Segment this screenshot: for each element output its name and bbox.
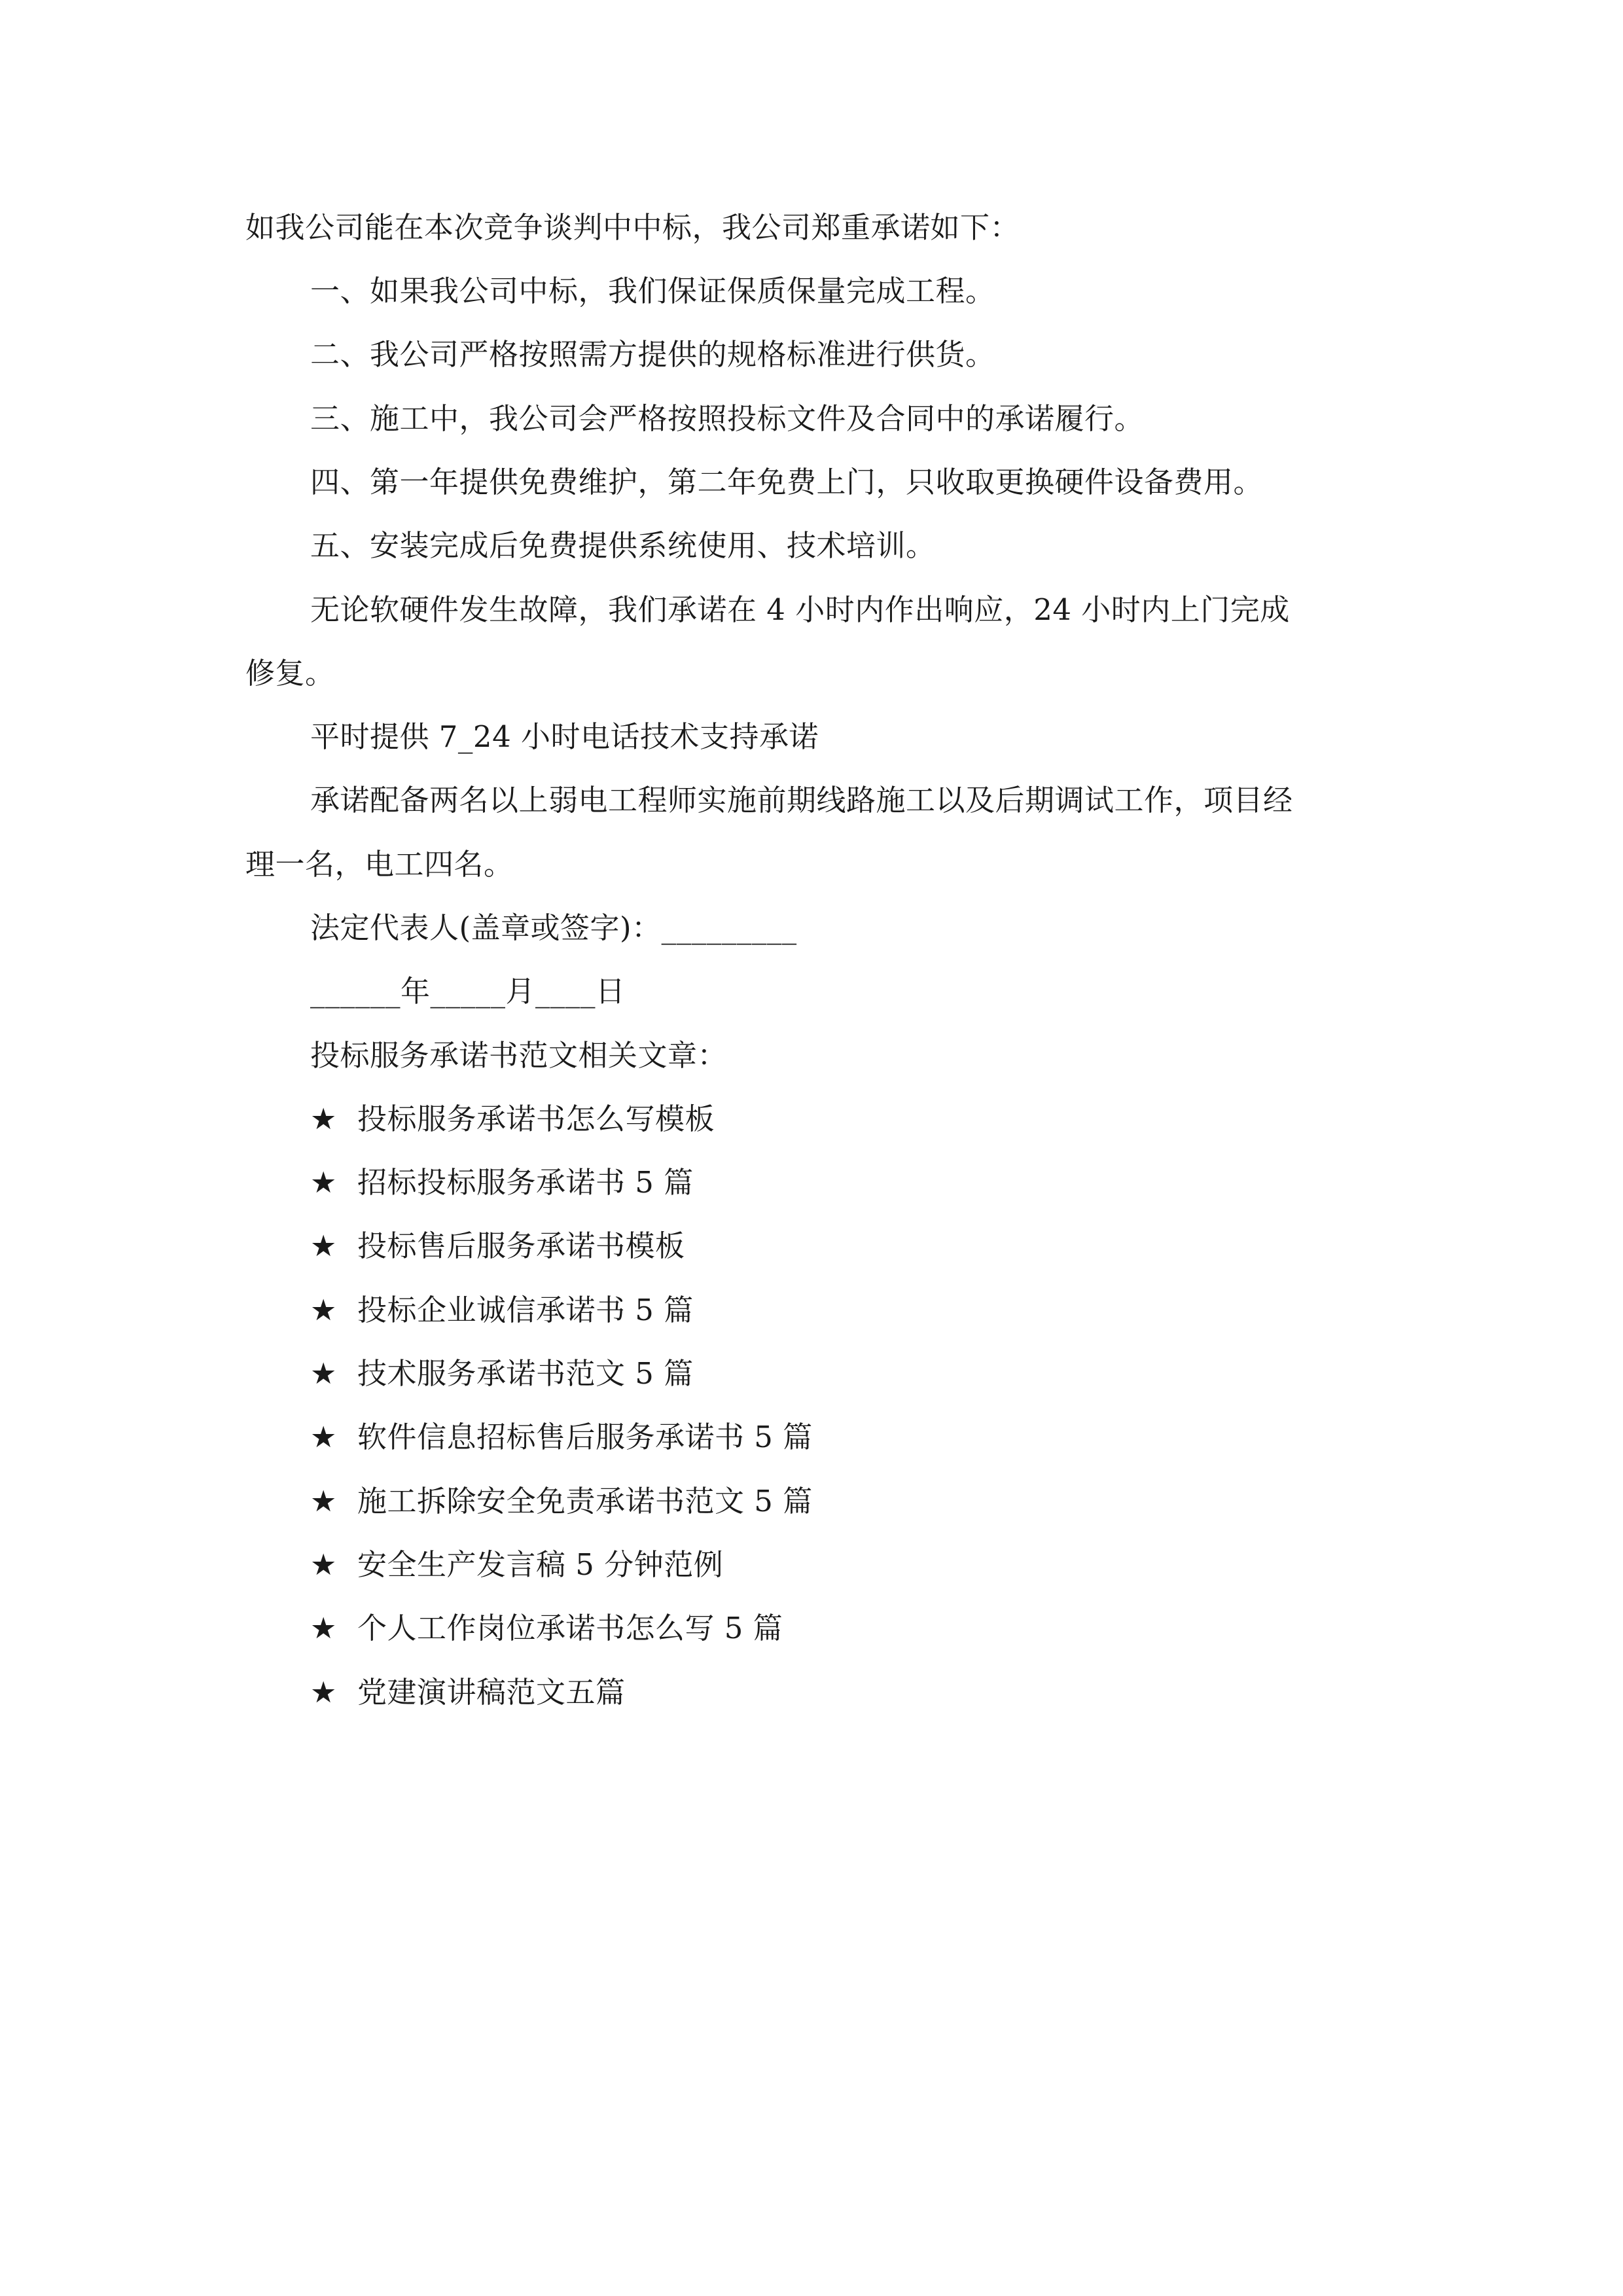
related-article-link[interactable]: 投标售后服务承诺书模板	[357, 1229, 685, 1263]
star-icon: ★	[310, 1484, 337, 1518]
list-item	[310, 1354, 694, 1393]
star-icon: ★	[310, 1675, 337, 1710]
promise-5: 五、安装完成后免费提供系统使用、技术培训。	[310, 528, 936, 563]
related-article-link[interactable]: 投标企业诚信承诺书 5 篇	[357, 1293, 694, 1327]
staffing-text-line2: 理一名，电工四名。	[245, 847, 514, 882]
promise-2: 二、我公司严格按照需方提供的规格标准进行供货。	[310, 337, 995, 372]
list-item	[310, 1418, 813, 1457]
related-article-link[interactable]: 投标服务承诺书怎么写模板	[357, 1102, 715, 1136]
response-text-line1: 无论软硬件发生故障，我们承诺在 4 小时内作出响应，24 小时内上门完成	[310, 592, 1290, 627]
promise-3: 三、施工中，我公司会严格按照投标文件及合同中的承诺履行。	[310, 401, 1145, 436]
list-item	[310, 1100, 715, 1139]
date-line: ______年_____月____日	[310, 974, 626, 1009]
star-icon: ★	[310, 1420, 337, 1454]
list-item	[310, 1291, 694, 1330]
related-article-link[interactable]: 个人工作岗位承诺书怎么写 5 篇	[357, 1611, 783, 1645]
related-heading: 投标服务承诺书范文相关文章：	[310, 1038, 728, 1073]
signature-line: 法定代表人(盖章或签字)：_________	[310, 910, 797, 945]
related-article-link[interactable]: 软件信息招标售后服务承诺书 5 篇	[357, 1420, 813, 1454]
list-item	[310, 1227, 685, 1266]
staffing-text-line1: 承诺配备两名以上弱电工程师实施前期线路施工以及后期调试工作，项目经	[310, 783, 1293, 817]
list-item	[310, 1673, 626, 1712]
star-icon: ★	[310, 1547, 337, 1582]
response-text-line2: 修复。	[245, 656, 335, 691]
star-icon: ★	[310, 1611, 337, 1645]
related-article-link[interactable]: 党建演讲稿范文五篇	[357, 1675, 626, 1710]
related-article-link[interactable]: 技术服务承诺书范文 5 篇	[357, 1356, 694, 1391]
related-article-link[interactable]: 施工拆除安全免责承诺书范文 5 篇	[357, 1484, 813, 1518]
related-article-link[interactable]: 安全生产发言稿 5 分钟范例	[357, 1547, 724, 1582]
promise-4: 四、第一年提供免费维护，第二年免费上门，只收取更换硬件设备费用。	[310, 465, 1264, 499]
promise-1: 一、如果我公司中标，我们保证保质保量完成工程。	[310, 274, 995, 308]
star-icon: ★	[310, 1102, 337, 1136]
list-item	[310, 1163, 694, 1202]
list-item	[310, 1609, 783, 1648]
list-item	[310, 1545, 723, 1585]
related-article-link[interactable]: 招标投标服务承诺书 5 篇	[357, 1165, 694, 1200]
star-icon: ★	[310, 1356, 337, 1391]
star-icon: ★	[310, 1165, 337, 1200]
star-icon: ★	[310, 1293, 337, 1327]
support-text: 平时提供 7_24 小时电话技术支持承诺	[310, 719, 819, 754]
star-icon: ★	[310, 1229, 337, 1263]
intro-text: 如我公司能在本次竞争谈判中中标，我公司郑重承诺如下：	[245, 210, 1020, 245]
list-item	[310, 1482, 813, 1521]
